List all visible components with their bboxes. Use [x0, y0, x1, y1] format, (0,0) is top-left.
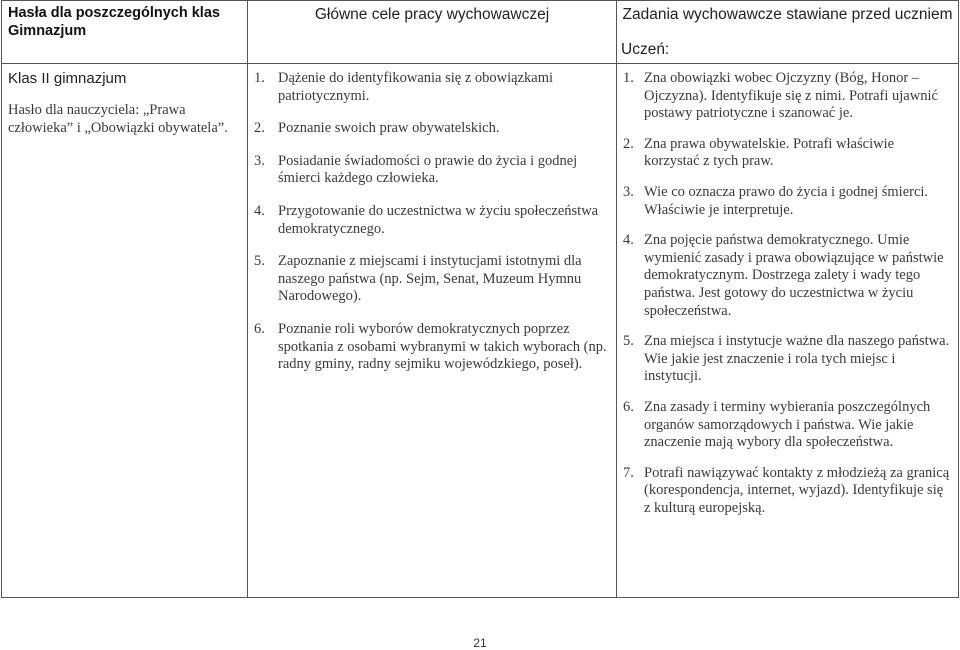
teacher-slogan: Hasło dla nauczyciela: „Prawa człowieka” i „Obowiązki obywatela”. — [8, 102, 228, 136]
goal-item — [254, 253, 608, 306]
task-item-number: 1. — [623, 70, 634, 86]
task-item-text: Zna zasady i terminy wybierania poszczególnych organów samorządowych i państwa. Wie jakie znaczenie mają wybory dla społeczeństwa. — [644, 398, 931, 451]
task-item-text: Zna miejsca i instytucje ważne dla naszego państwa. Wie jakie jest znaczenie i rola tych miejsc i instytucji. — [644, 333, 950, 385]
page-number: 21 — [473, 636, 487, 650]
class-title: Klas II gimnazjum — [8, 70, 127, 87]
task-item-number: 3. — [623, 183, 634, 200]
task-item — [623, 70, 952, 123]
goal-item-number: 4. — [254, 202, 265, 219]
goal-item — [254, 153, 608, 188]
goal-item-number: 6. — [254, 320, 265, 337]
table-body-row — [2, 64, 959, 598]
goal-item — [254, 70, 608, 105]
goal-item — [254, 321, 608, 374]
task-item — [623, 333, 952, 386]
task-item-text: Wie co oznacza prawo do życia i godnej śmierci. Właściwie je interpretuje. — [644, 183, 929, 218]
goal-item-text: Posiadanie świadomości o prawie do życia i godnej śmierci każdego człowieka. — [278, 152, 578, 187]
goal-item-number: 2. — [254, 120, 265, 137]
goal-item-text: Poznanie roli wyborów demokratycznych poprzez spotkania z osobami wybranymi w takich wyborach (np. radny gminy, radny sejmiku wojewódzkiego, poseł). — [278, 320, 607, 373]
task-item-text: Potrafi nawiązywać kontakty z młodzieżą za granicą (korespondencja, internet, wyjazd). Identyfikuje się z kulturą europejską. — [644, 464, 950, 516]
education-goals-table — [1, 0, 959, 598]
table-header-row — [2, 1, 959, 64]
header-tasks-title: Zadania wychowawcze stawiane przed uczniem — [622, 6, 953, 23]
goal-item-text: Dążenie do identyfikowania się z obowiązkami patriotycznymi. — [278, 70, 553, 104]
goals-cell — [248, 64, 617, 598]
header-tasks — [617, 1, 959, 64]
goal-item-number: 3. — [254, 152, 265, 169]
task-item — [623, 184, 952, 219]
goal-item — [254, 203, 608, 238]
task-item — [623, 136, 952, 171]
task-item — [623, 465, 952, 518]
tasks-cell — [617, 64, 959, 598]
tasks-list — [623, 70, 952, 517]
goals-list — [254, 70, 608, 374]
task-item-number: 2. — [623, 135, 634, 152]
task-item-number: 6. — [623, 398, 634, 415]
goal-item-text: Poznanie swoich praw obywatelskich. — [278, 120, 500, 137]
task-item — [623, 232, 952, 320]
task-item-text: Zna obowiązki wobec Ojczyzny (Bóg, Honor – Ojczyzna). Identyfikuje się z nimi. Potrafi ujawnić postawy patriotyczne i szanować je. — [644, 70, 938, 122]
slogan-cell — [2, 64, 248, 598]
header-slogans: Hasła dla poszczególnych klas Gimnazjum — [2, 1, 248, 64]
goal-item-number: 5. — [254, 253, 265, 270]
task-item — [623, 399, 952, 452]
goal-item-text: Przygotowanie do uczestnictwa w życiu społeczeństwa demokratycznego. — [278, 202, 599, 237]
header-goals: Główne cele pracy wychowawczej — [248, 1, 617, 64]
task-item-text: Zna prawa obywatelskie. Potrafi właściwie korzystać z tych praw. — [644, 135, 895, 170]
task-item-number: 4. — [623, 232, 634, 249]
header-tasks-student: Uczeń: — [621, 41, 670, 58]
task-item-text: Zna pojęcie państwa demokratycznego. Umie wymienić zasady i prawa obowiązujące w państwie demokratycznym. Dostrzega zalety i wady tego państwa. Jest gotowy do uczestnictwa w życiu społeczeństwa. — [644, 232, 944, 319]
goal-item-text: Zapoznanie z miejscami i instytucjami istotnymi dla naszego państwa (np. Sejm, Senat, Muzeum Hymnu Narodowego). — [278, 253, 582, 305]
goal-item — [254, 120, 608, 138]
goal-item-number: 1. — [254, 70, 265, 86]
task-item-number: 7. — [623, 464, 634, 481]
task-item-number: 5. — [623, 333, 634, 350]
